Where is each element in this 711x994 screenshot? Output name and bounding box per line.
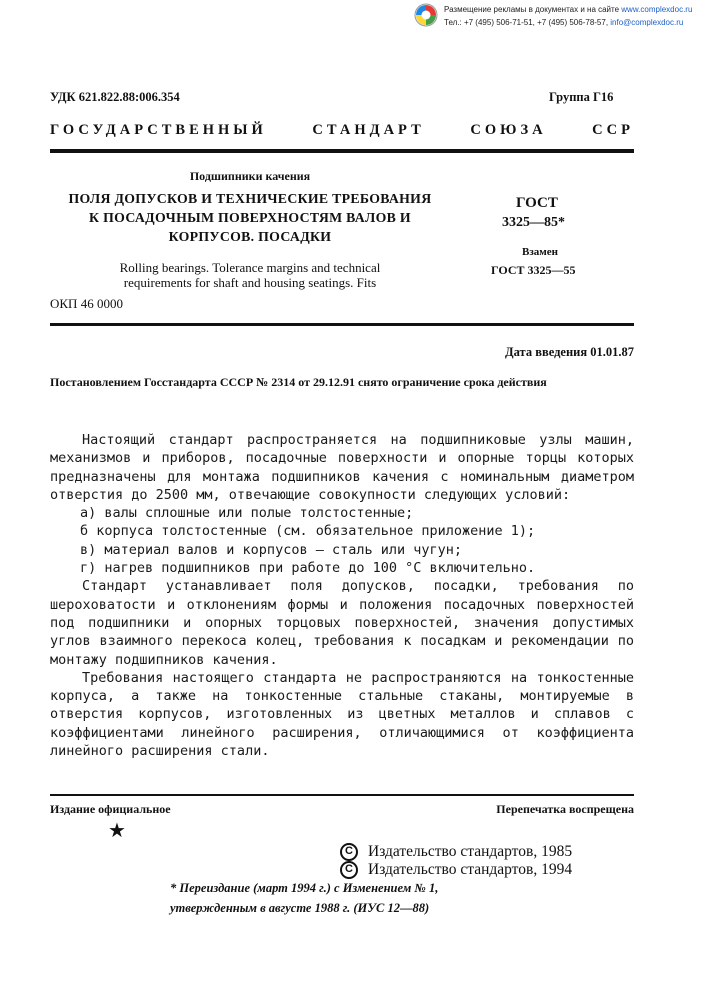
udk-code: УДК 621.822.88:006.354 <box>50 90 180 104</box>
condition-item: в) материал валов и корпусов — сталь или чугун; <box>80 541 463 558</box>
site-link[interactable]: www.complexdoc.ru <box>621 5 693 14</box>
body-paragraph: Стандарт устанавливает поля допусков, посадки, требования по шероховатости и отклонениям формы и положения посадочных поверхностей под подшипники и опорных торцовых поверхностей, значения допустимых углов взаимного перекоса колец, требования к посадкам и рекомендации по монтажу подшипников качения. <box>50 578 634 668</box>
copyright-line <box>340 843 572 861</box>
okp-code: ОКП 46 0000 <box>50 296 123 311</box>
decree-text: Постановлением Госстандарта СССР № 2314 от 29.12.91 снято ограничение срока действия <box>50 375 547 389</box>
introduction-date: Дата введения 01.01.87 <box>505 345 634 359</box>
condition-item: а) валы сплошные или полые толстостенные; <box>80 505 414 522</box>
ad-banner-line-2 <box>444 16 692 29</box>
standard-title <box>50 189 450 246</box>
email-link[interactable]: info@complexdoc.ru <box>610 18 684 27</box>
header-divider <box>50 149 634 153</box>
condition-item: б корпуса толстостенные (см. обязательное приложение 1); <box>80 523 536 540</box>
condition-item: г) нагрев подшипников при работе до 100 °С включительно. <box>80 560 536 577</box>
ad-banner <box>444 3 692 29</box>
body-paragraph: Требования настоящего стандарта не распространяются на тонкостенные корпуса, а также на тонкостенные стальные стаканы, монтируемые в отверстия корпусов, изготовленных из цветных металлов и сплавов с коэффициентами линейного расширения, отличающимися от коэффициента линейного расширения стали. <box>50 669 634 760</box>
english-title-line: Rolling bearings. Tolerance margins and technical <box>119 260 381 275</box>
standard-body <box>50 431 634 760</box>
reissue-note <box>170 878 438 918</box>
replaced-gost: ГОСТ 3325—55 <box>491 263 576 277</box>
phone-text: Тел.: +7 (495) 506-71-51, +7 (495) 506-78-57, <box>444 18 611 27</box>
standard-subject: Подшипники качения <box>189 169 311 183</box>
state-standard-heading: ГОСУДАРСТВЕННЫЙ СТАНДАРТ СОЮЗА ССР <box>50 122 634 138</box>
title-line: КОРПУСОВ. ПОСАДКИ <box>168 229 332 244</box>
reissue-note-line: * Переиздание (март 1994 г.) с Изменением № 1, <box>170 881 439 895</box>
body-paragraph: Настоящий стандарт распространяется на подшипниковые узлы машин, механизмов и приборов, посадочные поверхности и опорные торцы которых предназначены для монтажа подшипников качения с номинальным диаметром отверстия до 2500 мм, отвечающие совокупности следующих условий: <box>50 432 634 503</box>
copyright-line <box>340 861 572 879</box>
complexdoc-logo-icon <box>414 3 438 27</box>
reissue-note-line: утвержденным в августе 1988 г. (ИУС 12—88) <box>170 901 430 915</box>
reprint-prohibited-label: Перепечатка воспрещена <box>496 802 634 816</box>
copyright-text: Издательство стандартов, 1985 <box>368 843 573 860</box>
copyright-icon: С <box>340 843 358 861</box>
copyright-text: Издательство стандартов, 1994 <box>368 861 573 878</box>
english-title <box>50 260 450 290</box>
title-line: К ПОСАДОЧНЫМ ПОВЕРХНОСТЯМ ВАЛОВ И <box>89 210 411 225</box>
star-icon: ★ <box>108 820 126 842</box>
replaces-label: Взамен <box>522 246 558 258</box>
gost-number: 3325—85* <box>502 215 565 230</box>
ad-text: Размещение рекламы в документах и на сайте <box>444 5 622 14</box>
gost-label: ГОСТ <box>516 195 558 211</box>
official-edition-label: Издание официальное <box>50 802 171 816</box>
ad-banner-line-1 <box>444 3 692 16</box>
english-title-line: requirements for shaft and housing seatings. Fits <box>123 275 377 290</box>
title-divider <box>50 323 634 326</box>
copyright-icon: С <box>340 861 358 879</box>
group-code: Группа Г16 <box>549 90 614 104</box>
title-line: ПОЛЯ ДОПУСКОВ И ТЕХНИЧЕСКИЕ ТРЕБОВАНИЯ <box>68 191 432 206</box>
footer-divider <box>50 794 634 796</box>
